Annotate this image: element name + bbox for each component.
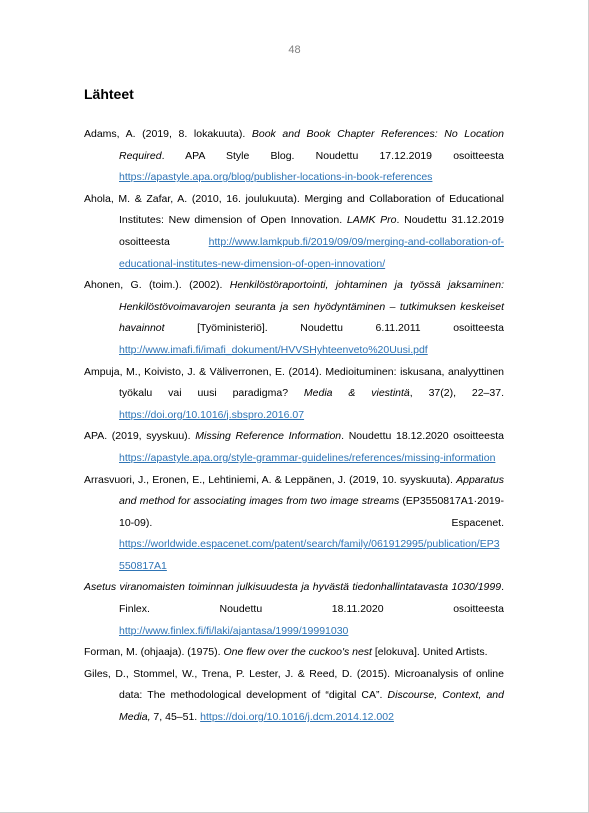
reference-list — [84, 124, 504, 729]
reference-text: (EP3550817A1·2019-10-09). Espacenet. — [119, 495, 504, 529]
reference-text: . APA Style Blog. Noudettu 17.12.2019 osoitteesta — [161, 149, 504, 162]
reference-link[interactable]: https://apastyle.apa.org/blog/publisher-locations-in-book-references — [119, 171, 433, 184]
reference-link[interactable]: https://doi.org/10.1016/j.dcm.2014.12.002 — [200, 711, 394, 724]
reference-text: Adams, A. (2019, 8. lokakuuta). — [84, 128, 252, 140]
reference-title: LAMK Pro — [346, 214, 397, 227]
reference-title: Media & viestintä — [303, 387, 410, 400]
reference-text: . Noudettu 18.12.2020 osoitteesta — [341, 430, 504, 443]
reference-entry — [84, 189, 504, 275]
reference-text: 7, 45–51. — [150, 711, 201, 724]
reference-entry — [84, 577, 504, 642]
reference-text: . Finlex. Noudettu 18.11.2020 osoitteesta — [119, 581, 504, 616]
reference-link[interactable]: https://apastyle.apa.org/style-grammar-guidelines/references/missing-information — [119, 451, 496, 464]
reference-text: Ampuja, M., Koivisto, J. & Väliverronen, E. (2014). Medioituminen: iskusana, analyyttinen työkalu vai uusi paradigma? — [84, 365, 504, 400]
reference-text: [Työministeriö]. Noudettu 6.11.2011 osoitteesta — [164, 322, 504, 335]
reference-text: Ahonen, G. (toim.). (2002). — [84, 279, 230, 292]
reference-entry — [84, 124, 504, 189]
reference-title: One flew over the cuckoo's nest — [223, 646, 372, 659]
reference-text: [elokuva]. United Artists. — [371, 646, 488, 659]
reference-text: Ahola, M. & Zafar, A. (2010, 16. joulukuuta). Merging and Collaboration of Educational Institutes: New dimension of Open Innovation. — [84, 192, 504, 227]
reference-link[interactable]: https://worldwide.espacenet.com/patent/search/family/061912995/publication/EP3550817A1 — [119, 538, 500, 572]
reference-text: APA. (2019, syyskuu). — [84, 430, 196, 443]
reference-entry — [84, 470, 504, 578]
reference-link[interactable]: https://doi.org/10.1016/j.sbspro.2016.07 — [119, 408, 305, 421]
reference-link[interactable]: http://www.finlex.fi/fi/laki/ajantasa/1999/19991030 — [119, 624, 349, 637]
reference-text: Giles, D., Stommel, W., Trena, P. Lester, J. & Reed, D. (2015). Microanalysis of online data: The methodological development of “digital CA”. — [84, 667, 504, 702]
reference-text: . Noudettu 31.12.2019 osoitteesta — [119, 214, 504, 248]
reference-entry — [84, 362, 504, 427]
reference-title: Book and Book Chapter References: No Location Required — [119, 128, 504, 162]
reference-link[interactable]: http://www.lamkpub.fi/2019/09/09/merging-and-collaboration-of-educational-institutes-new-dimension-of-open-innovation/ — [119, 235, 504, 270]
reference-title: Apparatus and method for associating images from two image streams — [119, 473, 504, 508]
reference-text: , 37(2), 22–37. — [409, 387, 504, 400]
reference-text: Forman, M. (ohjaaja). (1975). — [84, 646, 224, 659]
reference-entry — [84, 275, 504, 361]
reference-link[interactable]: http://www.imafi.fi/imafi_dokument/HVVSHyhteenveto%20Uusi.pdf — [119, 343, 428, 356]
reference-entry — [84, 642, 504, 664]
reference-title: Henkilöstöraportointi, johtaminen ja työssä jaksaminen: Henkilöstövoimavarojen seuranta ja sen hyödyntäminen – tutkimuksen keskeiset havainnot — [119, 279, 504, 335]
reference-text: Arrasvuori, J., Eronen, E., Lehtiniemi, A. & Leppänen, J. (2019, 10. syyskuuta). — [84, 473, 457, 486]
page-number: 48 — [288, 44, 301, 56]
reference-title: Discourse, Context, and Media, — [119, 689, 504, 724]
reference-title: Missing Reference Information — [195, 430, 342, 443]
reference-entry — [84, 426, 504, 469]
reference-entry — [84, 664, 504, 729]
reference-title: Asetus viranomaisten toiminnan julkisuudesta ja hyvästä tiedonhallintatavasta 1030/1999 — [84, 581, 502, 594]
references-heading: Lähteet — [84, 86, 134, 102]
